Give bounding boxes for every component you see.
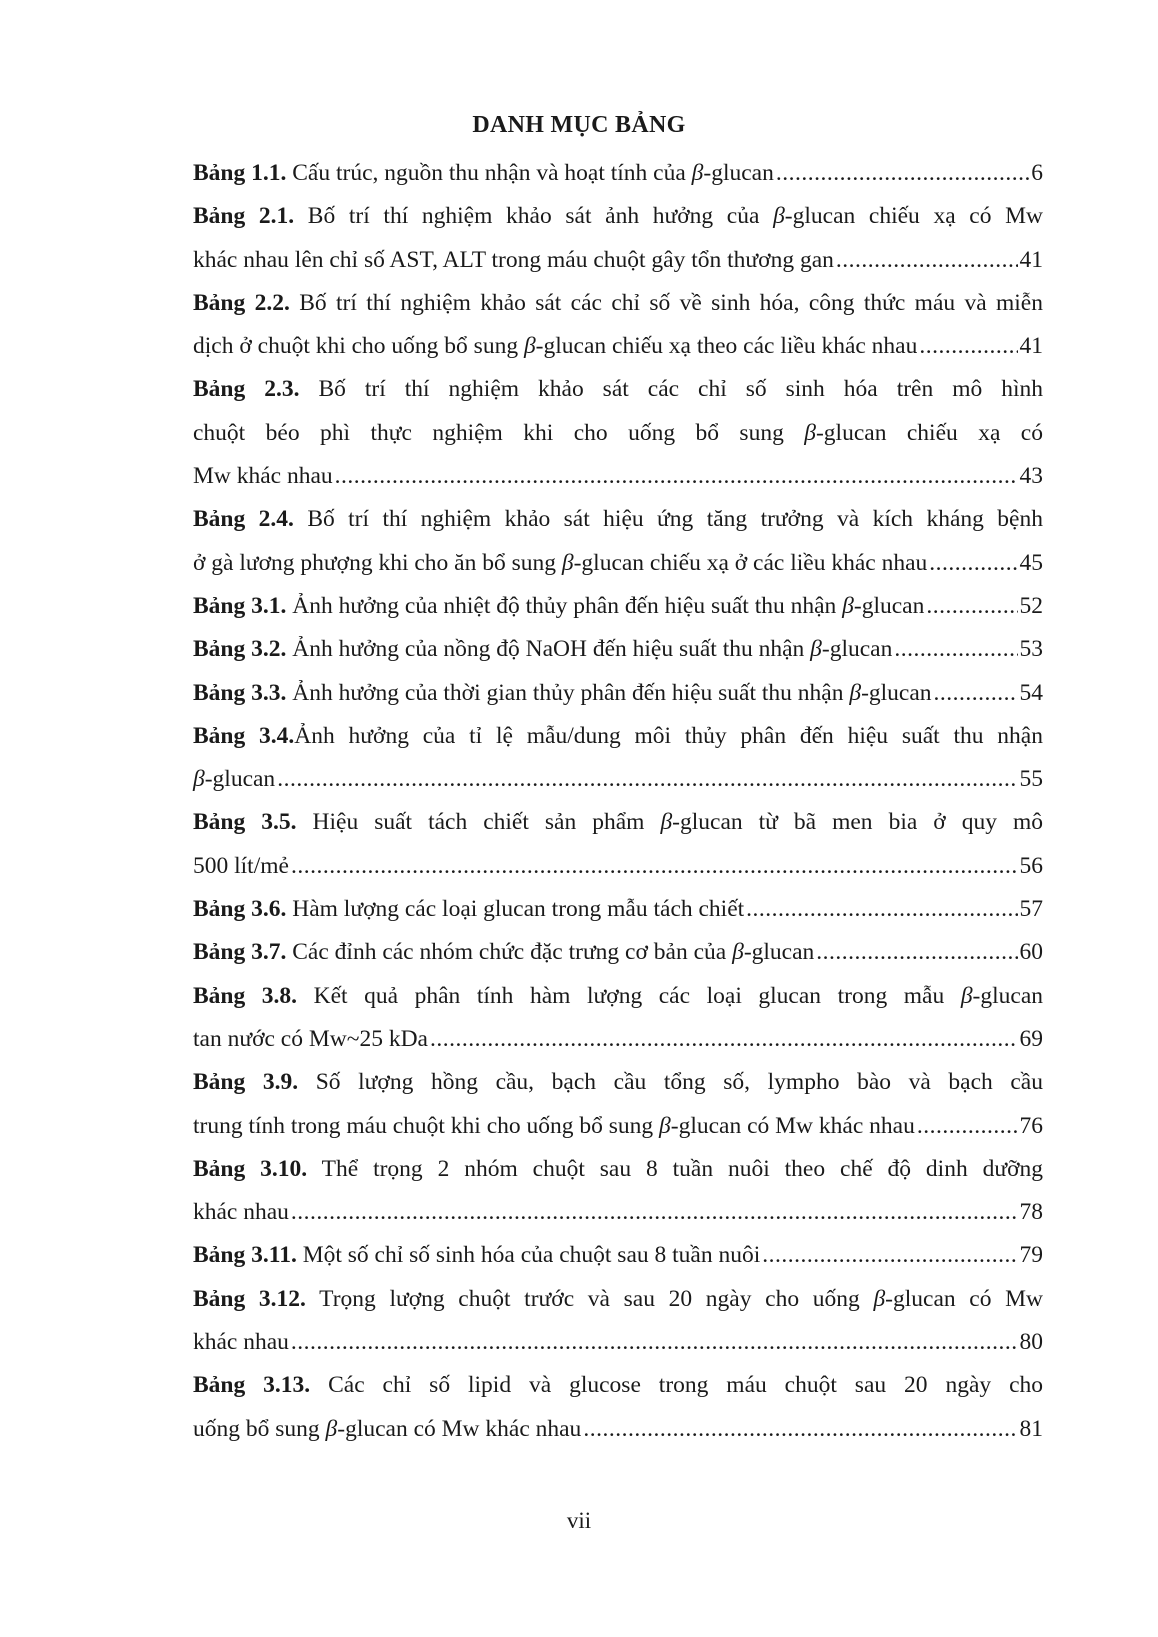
entry-text: Kết quả phân tính hàm lượng các loại glucan trong mẫu β-glucan [297,982,1043,1009]
entry-text: chuột béo phì thực nghiệm khi cho uống bổ sung β-glucan chiếu xạ có [193,419,1043,446]
page-ref: 69 [1019,1025,1043,1052]
entry-line [193,1061,1043,1104]
page-ref: 41 [1019,333,1043,360]
entry-tail-text: Ảnh hưởng của nhiệt độ thủy phân đến hiệu suất thu nhận β-glucan [286,592,925,619]
list-item[interactable] [193,498,1043,585]
table-label: Bảng 2.2. [193,289,290,316]
list-item[interactable] [193,888,1043,931]
entry-tail-text: β-glucan [193,766,276,793]
table-label: Bảng 3.1. [193,592,287,619]
entry-line [193,498,1043,541]
entry-text: Hiệu suất tách chiết sản phẩm β-glucan từ bã men bia ở quy mô [296,809,1044,836]
entry-final-line [193,845,1043,888]
table-label: Bảng 2.4. [193,506,294,533]
entry-final-line [193,1018,1043,1061]
list-item[interactable] [193,1278,1043,1365]
dot-leader [291,1191,1018,1234]
list-item[interactable] [193,585,1043,628]
entry-text [193,239,834,282]
dot-leader [430,1018,1018,1061]
page-ref: 76 [1019,1112,1043,1139]
entry-text [193,152,774,195]
entry-tail-text: khác nhau lên chỉ số AST, ALT trong máu chuột gây tổn thương gan [193,246,834,273]
entry-tail-text: Một số chỉ số sinh hóa của chuột sau 8 tuần nuôi [296,1242,761,1269]
entry-final-line [193,1408,1043,1451]
entry-final-line [193,239,1043,282]
dot-leader [762,1234,1017,1277]
dot-leader [929,542,1017,585]
list-item[interactable] [193,1364,1043,1451]
entry-line [193,1364,1043,1407]
list-item[interactable] [193,672,1043,715]
list-item[interactable] [193,715,1043,802]
entry-text [193,672,932,715]
entry-text [193,1018,428,1061]
list-item[interactable] [193,282,1043,369]
dot-leader [836,239,1018,282]
entry-text [193,1191,289,1234]
entry-tail-text: khác nhau [193,1329,289,1356]
list-item[interactable] [193,801,1043,888]
table-label: Bảng 3.3. [193,679,287,706]
page-ref: 60 [1019,939,1043,966]
entry-tail-text: dịch ở chuột khi cho uống bổ sung β-glucan chiếu xạ theo các liều khác nhau [193,333,918,360]
entry-text [193,1408,581,1451]
dot-leader [926,585,1017,628]
entry-final-line [193,152,1043,195]
entry-final-line [193,325,1043,368]
page-ref: 53 [1019,636,1043,663]
list-item[interactable] [193,1148,1043,1235]
entry-final-line [193,455,1043,498]
entry-tail-text: 500 lít/mẻ [193,852,289,879]
table-label: Bảng 3.12. [193,1285,306,1312]
entry-final-line [193,1234,1043,1277]
entry-text: Trọng lượng chuột trước và sau 20 ngày cho uống β-glucan có Mw [305,1285,1044,1312]
entry-text [193,845,289,888]
page-ref: 81 [1019,1415,1043,1442]
page-ref: 55 [1019,766,1043,793]
entry-text [193,1321,289,1364]
entry-text: Số lượng hồng cầu, bạch cầu tổng số, lympho bào và bạch cầu [298,1069,1043,1096]
dot-leader [816,931,1017,974]
page-ref: 80 [1019,1329,1043,1356]
entry-text [193,628,892,671]
entry-line [193,282,1043,325]
dot-leader [291,1321,1018,1364]
entry-final-line [193,1105,1043,1148]
page-ref: 57 [1019,896,1043,923]
entry-tail-text: Cấu trúc, nguồn thu nhận và hoạt tính của β-glucan [286,160,774,186]
page-ref: 54 [1019,679,1043,706]
entry-final-line [193,758,1043,801]
table-label: Bảng 3.4. [193,722,295,749]
list-item[interactable] [193,1234,1043,1277]
dot-leader [335,455,1018,498]
entry-final-line [193,628,1043,671]
entry-line [193,195,1043,238]
entry-text [193,758,275,801]
entry-text: Ảnh hưởng của tỉ lệ mẫu/dung môi thủy phân đến hiệu suất thu nhận [294,722,1043,749]
page-title: DANH MỤC BẢNG [472,112,686,138]
page-ref: 43 [1019,463,1043,490]
entry-tail-text: uống bổ sung β-glucan có Mw khác nhau [193,1415,582,1442]
entry-text: Bố trí thí nghiệm khảo sát hiệu ứng tăng trưởng và kích kháng bệnh [293,506,1043,533]
entry-text [193,1234,760,1277]
entry-text [193,931,814,974]
page-number: vii [566,1508,592,1533]
dot-leader [291,845,1018,888]
entry-text [193,585,924,628]
list-item[interactable] [193,152,1043,195]
list-item[interactable] [193,195,1043,282]
table-list [193,152,1043,1451]
entry-text: Bố trí thí nghiệm khảo sát các chỉ số về sinh hóa, công thức máu và miễn [289,289,1043,316]
table-label: Bảng 2.3. [193,376,300,403]
entry-final-line [193,888,1043,931]
entry-final-line [193,931,1043,974]
dot-leader [934,672,1018,715]
entry-text: Bố trí thí nghiệm khảo sát các chỉ số sinh hóa trên mô hình [299,376,1043,403]
entry-line [193,368,1043,411]
page-ref: 41 [1019,246,1043,273]
entry-line [193,715,1043,758]
list-item[interactable] [193,931,1043,974]
entry-line [193,412,1043,455]
table-label: Bảng 3.11. [193,1242,297,1269]
entry-text [193,455,333,498]
dot-leader [746,888,1017,931]
table-label: Bảng 1.1. [193,160,287,186]
entry-text [193,542,927,585]
entry-tail-text: Các đỉnh các nhóm chức đặc trưng cơ bản của β-glucan [286,939,815,966]
entry-tail-text: Hàm lượng các loại glucan trong mẫu tách chiết [286,896,745,923]
entry-tail-text: khác nhau [193,1199,289,1226]
table-label: Bảng 3.5. [193,809,297,836]
entry-tail-text: ở gà lương phượng khi cho ăn bổ sung β-glucan chiếu xạ ở các liều khác nhau [193,549,928,576]
table-label: Bảng 3.9. [193,1069,299,1096]
entry-text [193,888,744,931]
entry-final-line [193,1191,1043,1234]
page-ref: 52 [1019,592,1043,619]
dot-leader [776,152,1029,195]
entry-tail-text: Ảnh hưởng của nồng độ NaOH đến hiệu suất thu nhận β-glucan [286,636,893,663]
entry-tail-text: tan nước có Mw~25 kDa [193,1025,428,1052]
table-label: Bảng 3.13. [193,1372,311,1399]
entry-line [193,801,1043,844]
entry-tail-text: Ảnh hưởng của thời gian thủy phân đến hiệu suất thu nhận β-glucan [286,679,932,706]
entry-line [193,975,1043,1018]
page-ref: 79 [1019,1242,1043,1269]
list-item[interactable] [193,1061,1043,1148]
dot-leader [277,758,1017,801]
dot-leader [919,325,1017,368]
table-label: Bảng 3.8. [193,982,298,1009]
entry-text: Thể trọng 2 nhóm chuột sau 8 tuần nuôi theo chế độ dinh dưỡng [307,1155,1044,1182]
list-item[interactable] [193,368,1043,498]
list-item[interactable] [193,628,1043,671]
table-label: Bảng 3.7. [193,939,287,966]
entry-final-line [193,672,1043,715]
table-label: Bảng 2.1. [193,203,295,230]
table-label: Bảng 3.6. [193,896,287,923]
entry-final-line [193,1321,1043,1364]
entry-final-line [193,585,1043,628]
table-label: Bảng 3.2. [193,636,287,663]
entry-tail-text: trung tính trong máu chuột khi cho uống bổ sung β-glucan có Mw khác nhau [193,1112,915,1139]
table-label: Bảng 3.10. [193,1155,308,1182]
entry-text [193,1105,915,1148]
page-ref: 45 [1019,549,1043,576]
dot-leader [583,1408,1017,1451]
dot-leader [894,628,1017,671]
entry-text: Các chỉ số lipid và glucose trong máu chuột sau 20 ngày cho [310,1372,1044,1399]
page-ref: 56 [1019,852,1043,879]
entry-line [193,1278,1043,1321]
entry-text: Bố trí thí nghiệm khảo sát ảnh hưởng của β-glucan chiếu xạ có Mw [294,203,1043,230]
list-item[interactable] [193,975,1043,1062]
entry-line [193,1148,1043,1191]
entry-tail-text: Mw khác nhau [193,463,333,490]
page-ref: 78 [1019,1199,1043,1226]
page-ref: 6 [1031,160,1043,186]
entry-text [193,325,917,368]
entry-final-line [193,542,1043,585]
dot-leader [917,1105,1018,1148]
